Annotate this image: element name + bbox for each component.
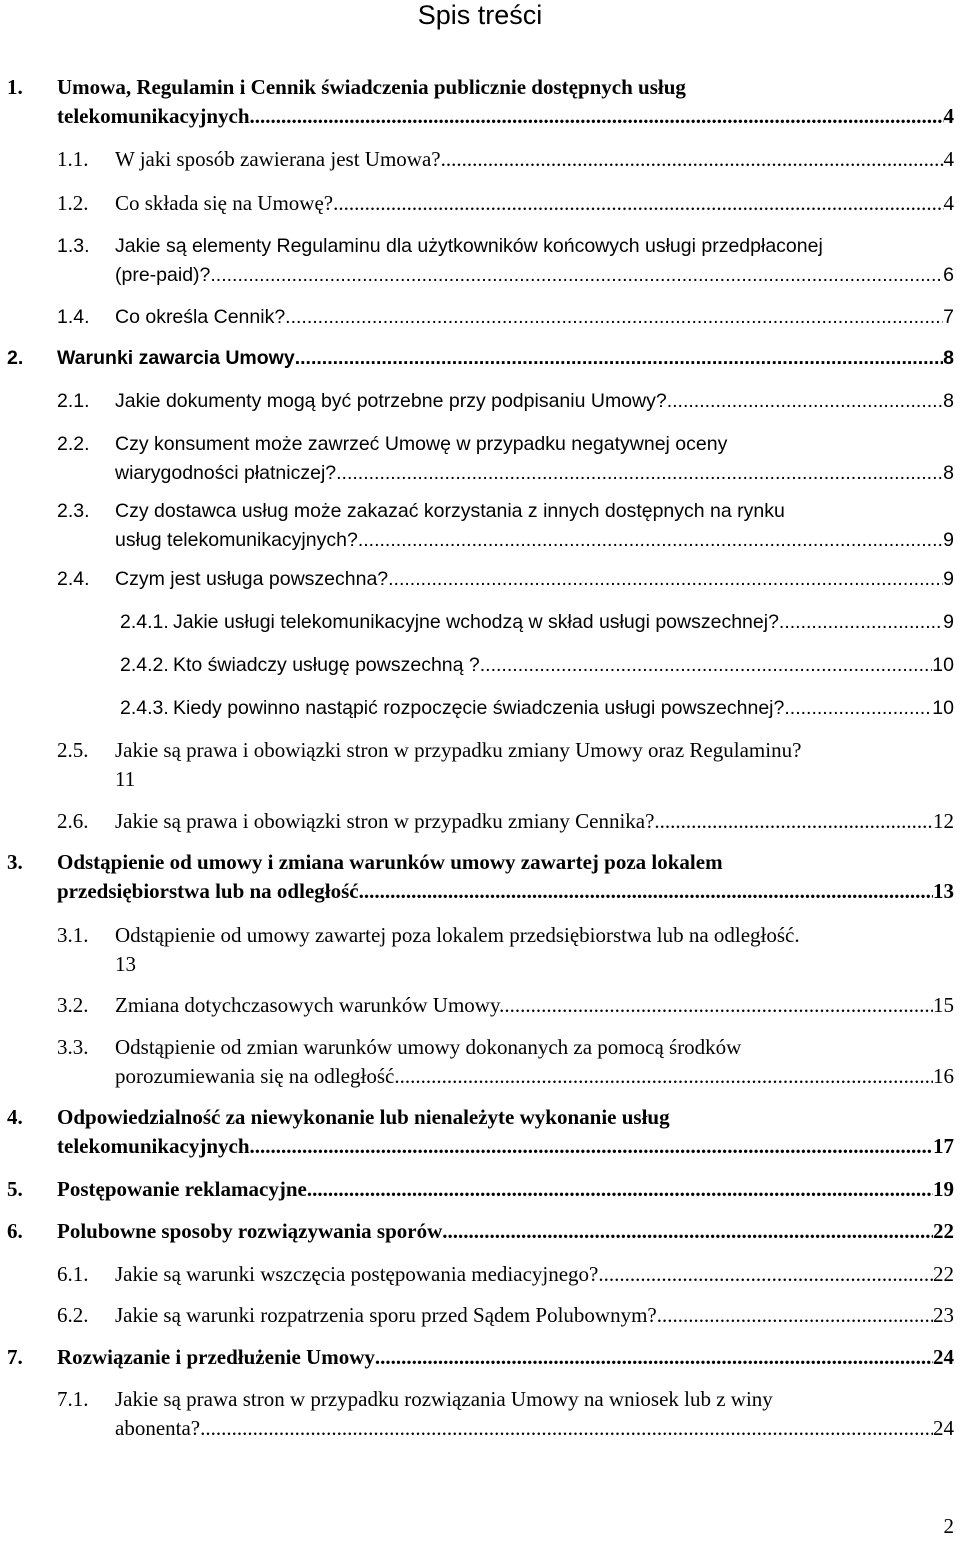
toc-entry-page: 8	[943, 347, 954, 369]
toc-entry-title: Odpowiedzialność za niewykonanie lub nienależyte wykonanie usług	[57, 1105, 670, 1129]
toc-entry-page: 4	[943, 191, 954, 215]
toc-dot-leader	[388, 565, 943, 594]
toc-entry-page: 17	[933, 1134, 954, 1158]
toc-entry-page: 12	[933, 809, 954, 833]
toc-entry-title: Jakie dokumenty mogą być potrzebne przy podpisaniu Umowy?	[115, 390, 667, 412]
toc-entry-number: 2.4.3.	[120, 697, 169, 719]
toc-entry-title: Umowa, Regulamin i Cennik świadczenia publicznie dostępnych usług	[57, 75, 686, 99]
toc-entry-page: 19	[933, 1177, 954, 1201]
toc-dot-leader	[400, 1062, 933, 1091]
toc-entry-title: Jakie usługi telekomunikacyjne wchodzą w skład usługi powszechnej?	[173, 611, 779, 633]
toc-entry-title: przedsiębiorstwa lub na odległość	[57, 879, 359, 903]
toc-dot-leader	[359, 877, 933, 906]
toc-entry-number: 2.	[7, 347, 24, 369]
toc-entry-page: 10	[932, 654, 954, 676]
toc-dot-leader	[667, 387, 943, 416]
toc-entry-title: Jakie są warunki wszczęcia postępowania mediacyjnego?	[115, 1262, 599, 1286]
toc-entry-title: Kiedy powinno nastąpić rozpoczęcie świadczenia usługi powszechnej?	[173, 697, 785, 719]
toc-entry-page: 10	[932, 697, 954, 719]
toc-entry-title: 13	[115, 952, 136, 976]
toc-entry-number: 2.4.	[57, 568, 90, 590]
toc-entry-number: 2.3.	[57, 500, 90, 522]
toc-entry-page: 6	[943, 264, 954, 286]
toc-dot-leader	[358, 526, 943, 555]
toc-dot-leader	[285, 303, 943, 332]
toc-dot-leader	[307, 1175, 933, 1204]
toc-entry-number: 3.	[7, 850, 23, 874]
toc-entry-title: Warunki zawarcia Umowy	[57, 347, 295, 369]
toc-entry-page: 13	[933, 879, 954, 903]
toc-dot-leader	[480, 651, 933, 680]
toc-dot-leader	[598, 1260, 933, 1289]
toc-entry-page: 7	[943, 306, 954, 328]
toc-entry-page: 15	[933, 993, 954, 1017]
toc-dot-leader	[333, 189, 943, 218]
toc-entry-number: 2.1.	[57, 390, 90, 412]
toc-entry-page: 16	[933, 1064, 954, 1088]
toc-entry-page: 8	[943, 390, 954, 412]
toc-entry-page: 4	[943, 104, 954, 128]
toc-entry-title: Zmiana dotychczasowych warunków Umowy.	[115, 993, 505, 1017]
toc-entry-title: Co określa Cennik?	[115, 306, 286, 328]
toc-dot-leader	[375, 1343, 933, 1372]
toc-entry-title: Kto świadczy usługę powszechną ?	[173, 654, 480, 676]
toc-entry-page: 4	[943, 147, 954, 171]
toc-entry-title: Jakie są prawa stron w przypadku rozwiązania Umowy na wniosek lub z winy	[115, 1387, 773, 1411]
toc-entry-number: 3.2.	[57, 993, 89, 1017]
toc-entry-title: Czy konsument może zawrzeć Umowę w przypadku negatywnej oceny	[115, 433, 728, 455]
toc-entry-title: Jakie są prawa i obowiązki stron w przypadku zmiany Cennika?	[115, 809, 655, 833]
toc-entry-title: Jakie są elementy Regulaminu dla użytkowników końcowych usługi przedpłaconej	[115, 235, 823, 257]
toc-entry-number: 1.3.	[57, 235, 90, 257]
toc-entry-title: wiarygodności płatniczej?	[115, 462, 337, 484]
toc-entry-number: 1.4.	[57, 306, 90, 328]
toc-entry-title: Postępowanie reklamacyjne	[57, 1177, 307, 1201]
toc-entry-number: 7.	[7, 1345, 23, 1369]
toc-dot-leader	[784, 694, 932, 723]
toc-entry-title: usług telekomunikacyjnych?	[115, 529, 358, 551]
toc-entry-page: 9	[943, 529, 954, 551]
toc-entry-title: porozumiewania się na odległość.	[115, 1064, 400, 1088]
toc-dot-leader	[200, 1414, 933, 1443]
toc-dot-leader	[654, 807, 933, 836]
toc-entry-number: 2.6.	[57, 809, 89, 833]
toc-entry-page: 22	[933, 1262, 954, 1286]
toc-dot-leader	[657, 1301, 933, 1330]
toc-entry-number: 3.1.	[57, 923, 89, 947]
toc-entry-title: Odstąpienie od umowy zawartej poza lokalem przedsiębiorstwa lub na odległość.	[115, 923, 800, 947]
toc-entry-page: 9	[943, 568, 954, 590]
toc-entry-title: abonenta?	[115, 1416, 201, 1440]
toc-entry-number: 2.5.	[57, 738, 89, 762]
toc-dot-leader	[504, 991, 933, 1020]
toc-entry-title: Odstąpienie od zmian warunków umowy dokonanych za pomocą środków	[115, 1035, 742, 1059]
toc-entry-number: 1.2.	[57, 191, 89, 215]
toc-entry-title: Rozwiązanie i przedłużenie Umowy	[57, 1345, 375, 1369]
toc-entry-title: telekomunikacyjnych	[57, 1134, 250, 1158]
toc-entry-number: 1.	[7, 75, 23, 99]
toc-entry-number: 4.	[7, 1105, 23, 1129]
toc-entry-page: 22	[933, 1219, 954, 1243]
toc-entry-title: telekomunikacyjnych	[57, 104, 250, 128]
toc-entry-number: 7.1.	[57, 1387, 89, 1411]
toc-dot-leader	[295, 344, 943, 373]
toc-entry-title: Jakie są prawa i obowiązki stron w przypadku zmiany Umowy oraz Regulaminu?	[115, 738, 802, 762]
toc-entry-number: 2.4.2.	[120, 654, 169, 676]
toc-entry-title: Co składa się na Umowę?	[115, 191, 334, 215]
toc-dot-leader	[779, 608, 943, 637]
toc-entry-title: Jakie są warunki rozpatrzenia sporu przed Sądem Polubownym?	[115, 1303, 657, 1327]
toc-entry-page: 24	[933, 1345, 954, 1369]
toc-entry-number: 2.4.1.	[120, 611, 169, 633]
toc-entry-page: 8	[943, 462, 954, 484]
toc-entry-title: Polubowne sposoby rozwiązywania sporów	[57, 1219, 443, 1243]
page-number: 2	[943, 1514, 954, 1538]
toc-entry-title: W jaki sposób zawierana jest Umowa?	[115, 147, 441, 171]
toc-dot-leader	[210, 261, 943, 290]
toc-entry-page: 24	[933, 1416, 954, 1440]
toc-dot-leader	[441, 145, 944, 174]
toc-dot-leader	[250, 1132, 933, 1161]
toc-entry-number: 3.3.	[57, 1035, 89, 1059]
toc-entry-title: Odstąpienie od umowy i zmiana warunków umowy zawartej poza lokalem	[57, 850, 723, 874]
toc-entry-number: 6.2.	[57, 1303, 89, 1327]
toc-entry-number: 2.2.	[57, 433, 90, 455]
toc-entry-title: Czym jest usługa powszechna?	[115, 568, 389, 590]
toc-dot-leader	[336, 459, 943, 488]
toc-entry-title: 11	[115, 767, 136, 791]
toc-entry-number: 1.1.	[57, 147, 89, 171]
toc-dot-leader	[442, 1217, 933, 1246]
toc-entry-number: 6.1.	[57, 1262, 89, 1286]
toc-entry-number: 5.	[7, 1177, 23, 1201]
toc-entry-title: Czy dostawca usług może zakazać korzystania z innych dostępnych na rynku	[115, 500, 785, 522]
page-title: Spis treści	[417, 0, 543, 30]
toc-dot-leader	[250, 102, 944, 131]
toc-entry-page: 9	[943, 611, 954, 633]
toc-entry-page: 23	[933, 1303, 954, 1327]
toc-entry-title: (pre-paid)?	[115, 264, 211, 286]
toc-entry-number: 6.	[7, 1219, 23, 1243]
